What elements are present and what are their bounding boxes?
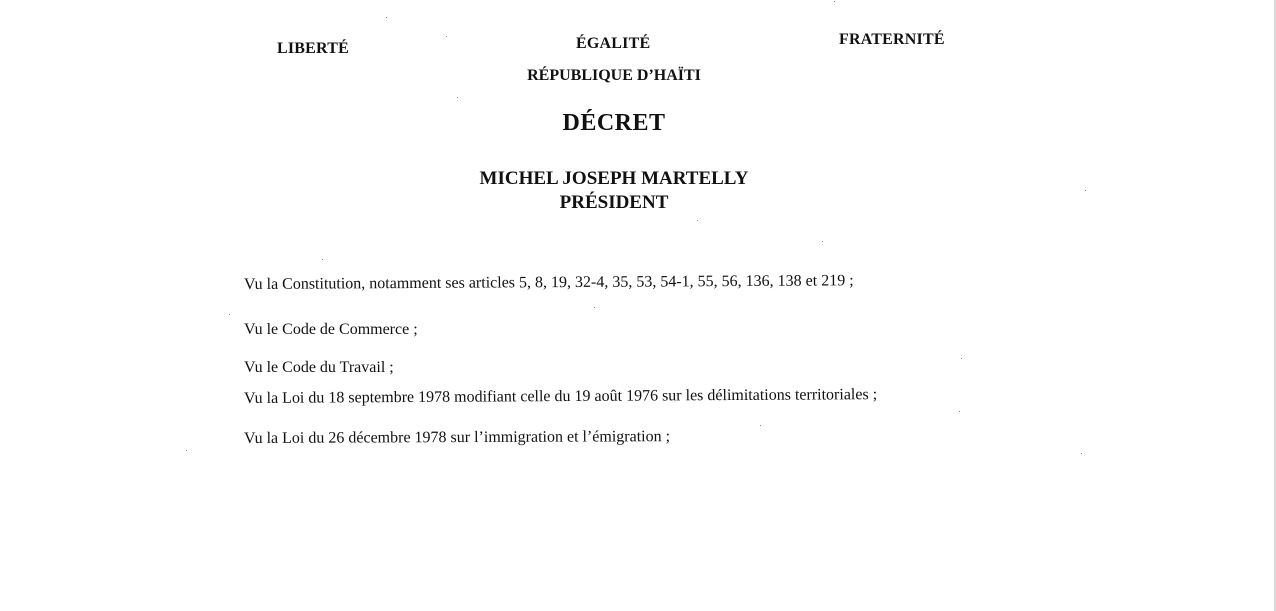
- republic-heading: RÉPUBLIQUE D’HAÏTI: [527, 67, 701, 84]
- motto-egalite: ÉGALITÉ: [576, 35, 651, 52]
- motto-liberte: LIBERTÉ: [277, 40, 349, 57]
- scan-speck: [697, 220, 698, 221]
- scan-speck: [386, 17, 387, 18]
- visa-code-commerce: Vu le Code de Commerce ;: [244, 321, 418, 338]
- scan-speck: [457, 97, 458, 98]
- visa-loi-1978-delimitations: Vu la Loi du 18 septembre 1978 modifiant celle du 19 août 1976 sur les délimitations territoriales ;: [243, 386, 878, 407]
- scan-speck: [322, 259, 323, 260]
- visa-constitution: Vu la Constitution, notamment ses articles 5, 8, 19, 32-4, 35, 53, 54-1, 55, 56, 136, 138 et 219 ;: [243, 272, 854, 293]
- visa-code-travail: Vu le Code du Travail ;: [244, 359, 394, 376]
- scan-speck: [822, 241, 823, 242]
- scan-speck: [229, 314, 230, 315]
- issuer-name: MICHEL JOSEPH MARTELLY: [479, 168, 749, 189]
- motto-fraternite: FRATERNITÉ: [839, 31, 945, 48]
- scan-speck: [1081, 453, 1082, 454]
- scan-speck: [834, 1, 835, 2]
- scan-speck: [594, 307, 595, 308]
- scan-speck: [1085, 190, 1086, 191]
- document-title: DÉCRET: [562, 110, 666, 136]
- scan-speck: [961, 358, 962, 359]
- scan-speck: [959, 411, 960, 412]
- scan-speck: [446, 36, 447, 37]
- visa-loi-1978-immigration: Vu la Loi du 26 décembre 1978 sur l’immigration et l’émigration ;: [243, 428, 671, 447]
- issuer-title: PRÉSIDENT: [559, 192, 669, 213]
- scan-speck: [186, 450, 187, 451]
- scan-speck: [760, 425, 761, 426]
